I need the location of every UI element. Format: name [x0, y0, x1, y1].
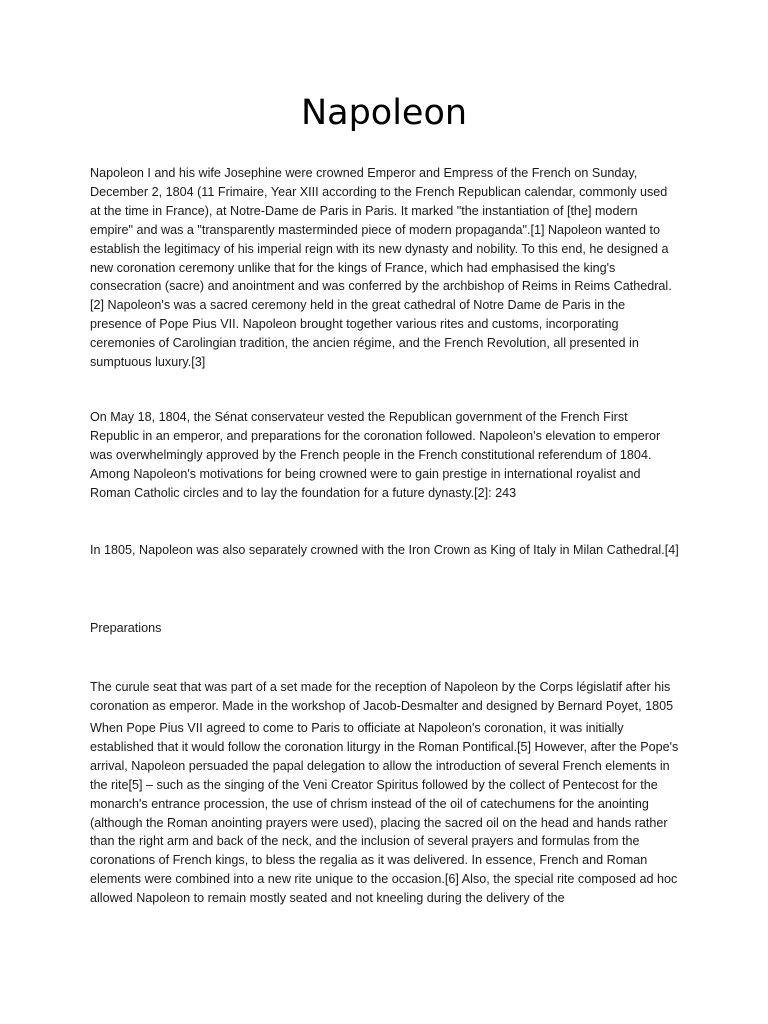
paragraph-curule-seat-caption: The curule seat that was part of a set made for the reception of Napoleon by the Corps législatif after his coronation as emperor. Made in the workshop of Jacob-Desmalter and designed by Bernard Poyet, 1805: [90, 680, 674, 713]
paragraph-coronation-liturgy: When Pope Pius VII agreed to come to Paris to officiate at Napoleon's coronation, it was initially established that it would follow the coronation liturgy in the Roman Pontifical.[5] However, after the Pope's arrival, Napoleon persuaded the papal delegation to allow the introduction of several French elements in the rite[5] – such as the singing of the Veni Creator Spiritus followed by the collect of Pentecost for the monarch's entrance procession, the use of chrism instead of the oil of catechumens for the anointing (although the Roman anointing prayers were used), placing the sacred oil on the head and hands rather than the right arm and back of the neck, and the inclusion of several prayers and formulas from the coronations of French kings, to bless the regalia as it was delivered. In essence, French and Roman elements were combined into a new rite unique to the occasion.[6] Also, the special rite composed ad hoc allowed Napoleon to remain mostly seated and not kneeling during the delivery of the: [90, 721, 679, 906]
paragraph-senat-conservateur: On May 18, 1804, the Sénat conservateur vested the Republican government of the French First Republic in an emperor, and preparations for the coronation followed. Napoleon's elevation to emperor was overwhelmingly approved by the French people in the French constitutional referendum of 1804. Among Napoleon's motivations for being crowned were to gain prestige in international royalist and Roman Catholic circles and to lay the foundation for a future dynasty.[2]: 243: [90, 410, 661, 500]
paragraph-iron-crown: In 1805, Napoleon was also separately crowned with the Iron Crown as King of Italy in Milan Cathedral.[4]: [90, 543, 679, 557]
page-title: Napoleon: [300, 93, 468, 133]
paragraph-coronation-intro: Napoleon I and his wife Josephine were crowned Emperor and Empress of the French on Sunday, December 2, 1804 (11 Frimaire, Year XIII according to the French Republican calendar, commonly used at the time in France), at Notre-Dame de Paris in Paris. It marked "the instantiation of [the] modern empire" and was a "transparently masterminded piece of modern propaganda".[1] Napoleon wanted to establish the legitimacy of his imperial reign with its new dynasty and nobility. To this end, he designed a new coronation ceremony unlike that for the kings of France, which had emphasised the king's consecration (sacre) and anointment and was conferred by the archbishop of Reims in Reims Cathedral.[2] Napoleon's was a sacred ceremony held in the great cathedral of Notre Dame de Paris in the presence of Pope Pius VII. Napoleon brought together various rites and customs, incorporating ceremonies of Carolingian tradition, the ancien régime, and the French Revolution, all presented in sumptuous luxury.[3]: [90, 166, 672, 370]
section-heading-preparations: Preparations: [90, 621, 162, 635]
